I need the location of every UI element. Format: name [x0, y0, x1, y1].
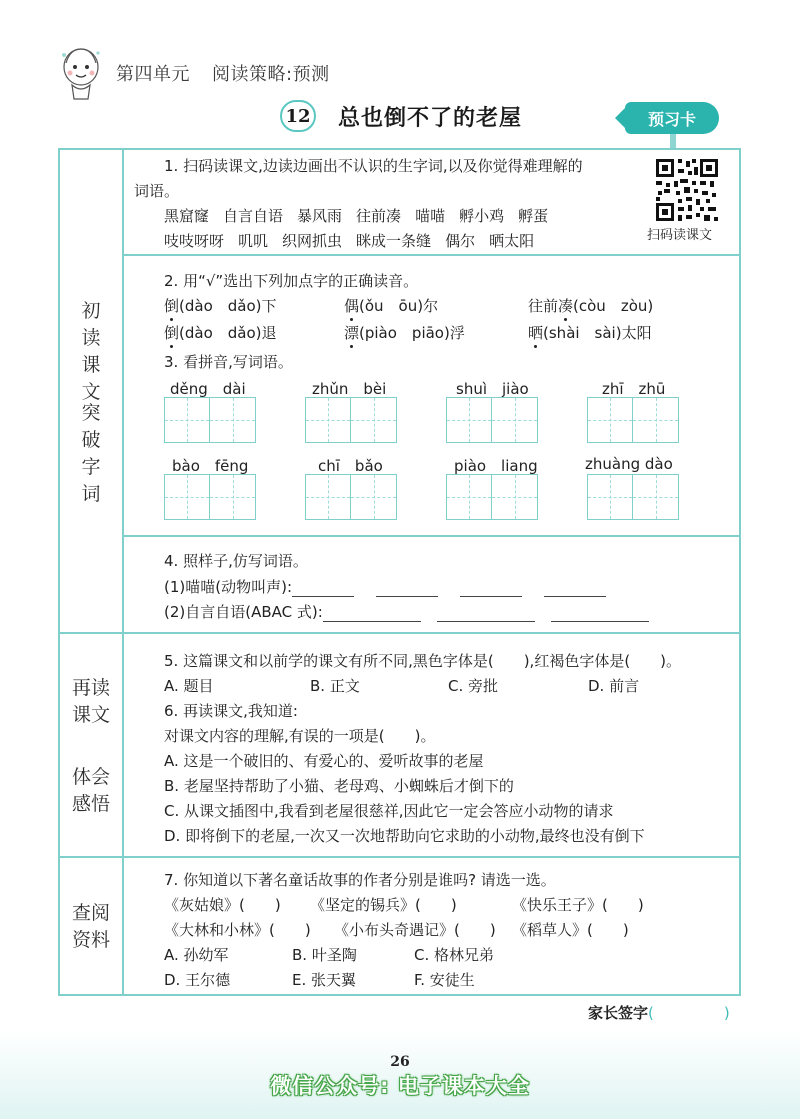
word-item: 孵小鸡 — [459, 207, 505, 225]
q5-option[interactable]: B. 正文 — [310, 677, 360, 695]
q5-option[interactable]: A. 题目 — [164, 677, 214, 695]
answer-blank[interactable] — [292, 581, 354, 597]
author-option: F. 安徒生 — [414, 971, 475, 989]
tag-pole — [670, 134, 676, 148]
writing-grid[interactable] — [305, 397, 397, 443]
book-item: 《大林和小林》( ) — [164, 921, 311, 939]
qr-label: 扫码读课文 — [647, 228, 713, 243]
q5-text: 5. 这篇课文和以前学的课文有所不同,黑色字体是( ),红褐色字体是( )。 — [164, 652, 682, 670]
book-item: 《快乐王子》( ) — [512, 896, 644, 914]
dotted-char: 晒 — [528, 324, 544, 342]
pinyin-label: zhī zhū — [602, 380, 666, 398]
q1-words-row1 — [164, 205, 562, 226]
pinyin-label: shuì jiào — [456, 380, 529, 398]
pinyin-options[interactable]: (piào piāo) — [359, 324, 450, 342]
section-label-feel: 体会感悟 — [71, 766, 110, 815]
author-option: D. 王尔德 — [164, 971, 231, 989]
section-divider — [58, 856, 741, 858]
q6-option[interactable]: B. 老屋坚持帮助了小猫、老母鸡、小蜘蛛后才倒下的 — [164, 777, 514, 795]
q4-prompt: (1)喵喵(动物叫声): — [164, 578, 293, 596]
pinyin-label: děng dài — [170, 380, 246, 398]
q1-text-cont: 词语。 — [134, 182, 180, 200]
word-rest: 退 — [261, 324, 277, 342]
section-label-research: 查阅资料 — [71, 902, 110, 951]
q1-words-row2 — [164, 230, 548, 251]
q7-text: 7. 你知道以下著名童话故事的作者分别是谁吗? 请选一选。 — [164, 871, 556, 889]
answer-blank[interactable] — [376, 581, 438, 597]
strategy-label: 阅读策略:预测 — [212, 64, 330, 85]
q5-option[interactable]: C. 旁批 — [448, 677, 499, 695]
unit-heading — [116, 60, 330, 86]
author-option: E. 张天翼 — [292, 971, 357, 989]
book-item: 《小布头奇遇记》( ) — [334, 921, 496, 939]
lesson-number-badge: 12 — [280, 100, 316, 132]
answer-blank[interactable] — [323, 606, 421, 622]
q2-item — [164, 322, 277, 343]
q2-text: 2. 用“√”选出下列加点字的正确读音。 — [164, 272, 419, 290]
word-prefix: 往前 — [528, 297, 559, 315]
word-item: 叽叽 — [238, 232, 269, 250]
writing-grid[interactable] — [164, 474, 256, 520]
word-item: 黑窟窿 — [164, 207, 210, 225]
dotted-char: 漂 — [344, 324, 360, 342]
mascot-illustration — [58, 45, 104, 101]
q4-prompt: (2)自言自语(ABAC 式): — [164, 603, 323, 621]
q6-sub: 对课文内容的理解,有误的一项是( )。 — [164, 727, 436, 745]
unit-label: 第四单元 — [116, 64, 190, 85]
q4-text: 4. 照样子,仿写词语。 — [164, 552, 308, 570]
dotted-char: 倒 — [164, 324, 180, 342]
word-rest: 尔 — [423, 297, 439, 315]
qr-code-icon[interactable] — [654, 157, 720, 223]
q4-line2 — [164, 601, 649, 622]
q2-item — [528, 322, 652, 343]
row-divider — [122, 535, 741, 537]
writing-grid[interactable] — [446, 397, 538, 443]
sign-label: 家长签字 — [588, 1004, 649, 1022]
answer-blank[interactable] — [437, 606, 535, 622]
pinyin-label: zhuàng dào — [585, 455, 673, 473]
section-label-first-read: 初读课文 — [81, 300, 101, 403]
word-item: 孵蛋 — [518, 207, 549, 225]
pinyin-options[interactable]: (shài sài) — [543, 324, 622, 342]
author-option: B. 叶圣陶 — [292, 946, 357, 964]
word-item: 往前凑 — [356, 207, 402, 225]
author-option: A. 孙幼军 — [164, 946, 229, 964]
pinyin-options[interactable]: (dào dǎo) — [179, 324, 262, 342]
author-option: C. 格林兄弟 — [414, 946, 495, 964]
writing-grid[interactable] — [305, 474, 397, 520]
word-rest: 浮 — [449, 324, 465, 342]
q2-item — [344, 322, 465, 343]
q6-option[interactable]: D. 即将倒下的老屋,一次又一次地帮助向它求助的小动物,最终也没有倒下 — [164, 827, 645, 845]
section-label-reread: 再读课文 — [71, 677, 110, 726]
answer-blank[interactable] — [544, 581, 606, 597]
book-item: 《坚定的锡兵》( ) — [310, 896, 457, 914]
dotted-char: 凑 — [558, 297, 574, 315]
dotted-char: 倒 — [164, 297, 180, 315]
pinyin-options[interactable]: (ǒu ōu) — [359, 297, 424, 315]
section-divider — [58, 632, 741, 634]
pinyin-label: piào liang — [454, 457, 538, 475]
lesson-title — [280, 100, 522, 132]
q2-item — [528, 295, 653, 316]
word-item: 晒太阳 — [489, 232, 535, 250]
writing-grid[interactable] — [164, 397, 256, 443]
pinyin-label: bào fēng — [172, 457, 249, 475]
section-label-words: 突破字词 — [81, 402, 101, 505]
word-item: 暴风雨 — [297, 207, 343, 225]
q6-text: 6. 再读课文,我知道: — [164, 702, 298, 720]
pinyin-options[interactable]: (còu zòu) — [573, 297, 654, 315]
word-item: 吱吱呀呀 — [164, 232, 225, 250]
writing-grid[interactable] — [587, 474, 679, 520]
preview-card-tag: 预习卡 — [625, 102, 719, 134]
pinyin-label: chī bǎo — [318, 457, 383, 475]
word-item: 自言自语 — [223, 207, 284, 225]
word-item: 织网抓虫 — [282, 232, 343, 250]
book-item: 《灰姑娘》( ) — [164, 896, 281, 914]
q6-option[interactable]: C. 从课文插图中,我看到老屋很慈祥,因此它一定会答应小动物的请求 — [164, 802, 614, 820]
writing-grid[interactable] — [587, 397, 679, 443]
parent-signature[interactable]: 家长签字( ) — [588, 1004, 730, 1022]
wechat-watermark: 微信公众号: 电子课本大全 — [270, 1074, 530, 1098]
word-item: 喵喵 — [415, 207, 446, 225]
word-rest: 下 — [261, 297, 277, 315]
q4-line1 — [164, 576, 606, 597]
pinyin-label: zhǔn bèi — [312, 380, 387, 398]
answer-blank[interactable] — [551, 606, 649, 622]
q2-item — [164, 295, 277, 316]
page-number: 26 — [390, 1054, 410, 1070]
q2-item — [344, 295, 438, 316]
dotted-char: 偶 — [344, 297, 360, 315]
q3-text: 3. 看拼音,写词语。 — [164, 353, 293, 371]
word-rest: 太阳 — [621, 324, 652, 342]
writing-grid[interactable] — [446, 474, 538, 520]
book-item: 《稻草人》( ) — [512, 921, 629, 939]
word-item: 眯成一条缝 — [356, 232, 432, 250]
column-divider — [122, 148, 124, 996]
q6-option[interactable]: A. 这是一个破旧的、有爱心的、爱听故事的老屋 — [164, 752, 484, 770]
pinyin-options[interactable]: (dào dǎo) — [179, 297, 262, 315]
word-item: 偶尔 — [445, 232, 476, 250]
q1-text: 1. 扫码读课文,边读边画出不认识的生字词,以及你觉得难理解的 — [164, 157, 583, 175]
row-divider — [122, 254, 741, 256]
q5-option[interactable]: D. 前言 — [588, 677, 640, 695]
page-title: 总也倒不了的老屋 — [338, 105, 523, 131]
answer-blank[interactable] — [460, 581, 522, 597]
